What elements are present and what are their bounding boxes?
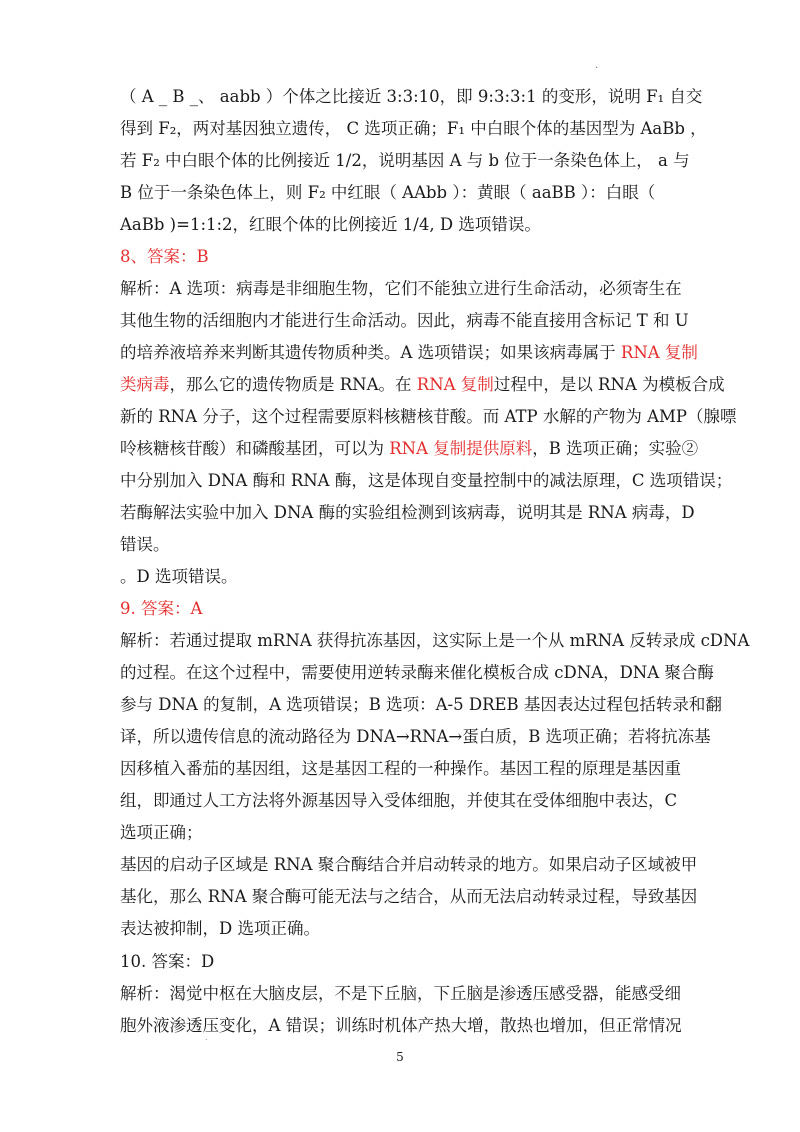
text-segment: 中分别加入 DNA 酶和 RNA 酶，这是体现自变量控制中的减法原理，C 选项错误； xyxy=(120,471,733,490)
text-line xyxy=(120,118,707,140)
text-segment: 基化，那么 RNA 聚合酶可能无法与之结合，从而无法启动转录过程，导致基因 xyxy=(120,887,698,906)
text-segment: 基因的启动子区域是 RNA 聚合酶结合并启动转录的地方。如果启动子区域被甲 xyxy=(120,855,698,874)
text-segment: 若酶解法实验中加入 DNA 酶的实验组检测到该病毒，说明其是 RNA 病毒，D xyxy=(120,503,695,522)
text-line xyxy=(120,502,695,524)
answer-heading xyxy=(120,246,685,268)
text-segment: 。D 选项错误。 xyxy=(120,567,238,586)
text-line xyxy=(120,182,685,204)
text-line xyxy=(120,150,690,172)
text-segment: 错误。 xyxy=(120,535,170,554)
text-segment: ，B 选项正确；实验② xyxy=(532,439,699,458)
text-line xyxy=(120,534,685,556)
text-segment: B 位于一条染色体上，则 F₂ 中红眼（ AAbb ）：黄眼（ aaBB ）：白眼（ xyxy=(120,183,656,202)
text-segment: 若 F₂ 中白眼个体的比例接近 1/2，说明基因 A 与 b 位于一条染色体上， a 与 xyxy=(120,151,690,170)
text-line xyxy=(120,278,685,300)
header-mark: . xyxy=(595,60,599,71)
text-segment: 胞外液渗透压变化，A 错误；训练时机体产热大增，散热也增加，但正常情况 xyxy=(120,1016,682,1035)
answer-heading xyxy=(120,598,685,620)
text-segment: 10. 答案：D xyxy=(120,952,215,971)
highlighted-term: RNA 复制提供原料 xyxy=(389,439,533,458)
text-segment: 解析：若通过提取 mRNA 获得抗冻基因，这实际上是一个从 mRNA 反转录成 cDNA xyxy=(120,631,750,650)
text-segment: 译，所以遗传信息的流动路径为 DNA→RNA→蛋白质，B 选项正确；若将抗冻基 xyxy=(120,727,711,746)
text-line xyxy=(120,406,737,428)
text-line xyxy=(120,630,750,652)
text-segment: 因移植入番茄的基因组，这是基因工程的一种操作。基因工程的原理是基因重 xyxy=(120,759,681,778)
text-line xyxy=(120,918,685,940)
text-line xyxy=(120,662,714,684)
text-segment: 表达被抑制，D 选项正确。 xyxy=(120,919,320,938)
text-segment: 的培养液培养来判断其遗传物质种类。A 选项错误；如果该病毒属于 xyxy=(120,343,621,362)
text-line xyxy=(120,758,685,780)
text-segment: 解析：渴觉中枢在大脑皮层，不是下丘脑，下丘脑是渗透压感受器，能感受细 xyxy=(120,984,681,1003)
text-line xyxy=(120,790,685,812)
text-line xyxy=(120,726,711,748)
text-line xyxy=(120,886,698,908)
text-line xyxy=(120,470,733,492)
text-segment: 9. 答案：A xyxy=(120,599,203,618)
text-segment: AaBb )=1:1:2，红眼个体的比例接近 1/4, D 选项错误。 xyxy=(120,215,541,234)
text-line xyxy=(120,342,698,364)
text-segment: 新的 RNA 分子，这个过程需要原料核糖核苷酸。而 ATP 水解的产物为 AMP（腺嘌 xyxy=(120,407,737,426)
text-line xyxy=(120,86,703,108)
text-segment: 选项正确； xyxy=(120,823,203,842)
footer-mark: . xyxy=(205,1033,208,1042)
text-segment: ，那么它的遗传物质是 RNA。在 xyxy=(169,375,417,394)
answer-heading xyxy=(120,951,685,973)
text-line xyxy=(120,983,685,1005)
text-segment: 参与 DNA 的复制，A 选项错误；B 选项：A-5 DREB 基因表达过程包括转录和翻 xyxy=(120,695,722,714)
highlighted-term: RNA 复制 xyxy=(620,343,698,362)
text-segment: 呤核糖核苷酸）和磷酸基团，可以为 xyxy=(120,439,390,458)
text-line xyxy=(120,374,725,396)
page-number: 5 xyxy=(396,1050,404,1064)
text-segment: 8、答案：B xyxy=(120,247,209,266)
highlighted-term: RNA 复制 xyxy=(416,375,494,394)
text-line xyxy=(120,822,685,844)
text-segment: （ A _ B _、 aabb ）个体之比接近 3:3:10，即 9:3:3:1 的变形，说明 F₁ 自交 xyxy=(120,87,703,106)
text-segment: 其他生物的活细胞内才能进行生命活动。因此，病毒不能直接用含标记 T 和 U xyxy=(120,311,689,330)
text-line xyxy=(120,566,685,588)
text-segment: 解析：A 选项：病毒是非细胞生物，它们不能独立进行生命活动，必须寄生在 xyxy=(120,279,682,298)
text-line xyxy=(120,694,722,716)
text-line xyxy=(120,310,689,332)
text-line xyxy=(120,438,699,460)
text-segment: 组，即通过人工方法将外源基因导入受体细胞，并使其在受体细胞中表达，C xyxy=(120,791,678,810)
text-segment: 得到 F₂，两对基因独立遗传， C 选项正确；F₁ 中白眼个体的基因型为 AaBb ， xyxy=(120,119,707,138)
text-segment: 的过程。在这个过程中，需要使用逆转录酶来催化模板合成 cDNA，DNA 聚合酶 xyxy=(120,663,714,682)
text-line xyxy=(120,854,698,876)
highlighted-term: 类病毒 xyxy=(120,375,170,394)
text-segment: 过程中，是以 RNA 为模板合成 xyxy=(493,375,725,394)
text-line xyxy=(120,214,685,236)
